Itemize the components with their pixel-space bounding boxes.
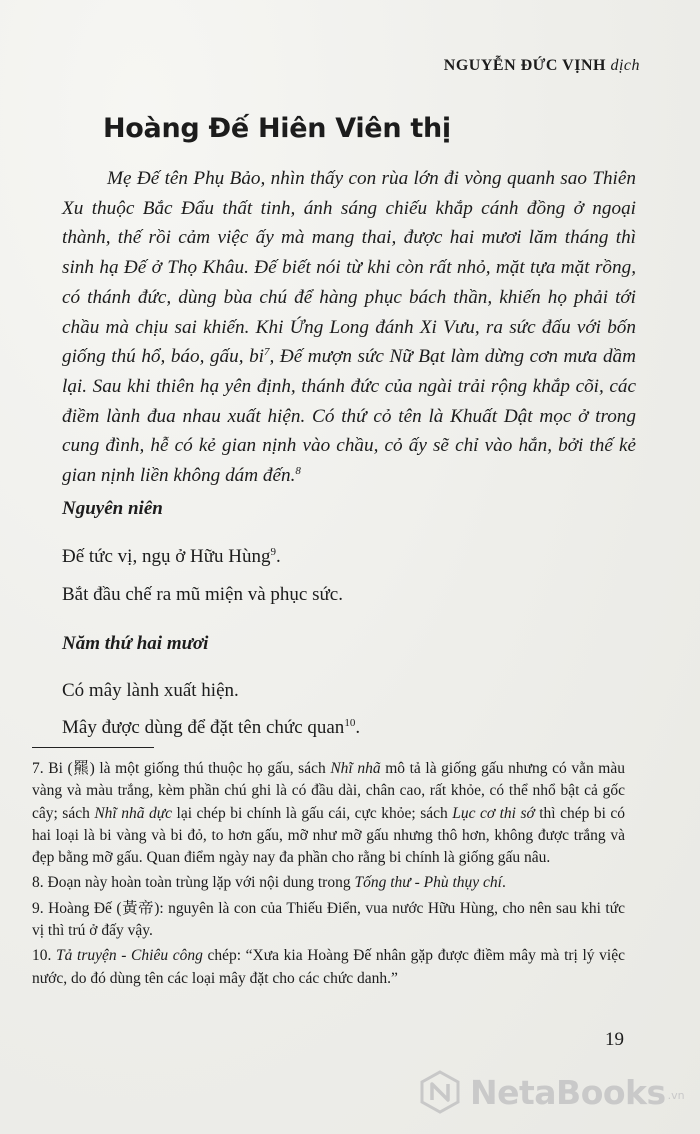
watermark [418, 1070, 685, 1114]
watermark-brand: NetaBooks [470, 1072, 666, 1112]
translator-name: NGUYỄN ĐỨC VỊNH [443, 57, 606, 74]
footnote-separator [32, 747, 154, 748]
year-1-entry-2 [62, 584, 343, 606]
footnote-8 [32, 872, 625, 894]
year-20-entry-2: Mây được dùng để đặt tên chức quan$^{10}$. [62, 717, 361, 738]
footnote-text: 7. Bi (羆) là một giống thú thuộc họ gấu, sách [32, 760, 331, 777]
footnote-10 [32, 945, 625, 990]
chapter-title: Hoàng Đế Hiên Viên thị [103, 113, 451, 144]
footnotes [32, 758, 625, 993]
entry-text: Mây được dùng để đặt tên chức quan [62, 717, 345, 738]
footnote-9 [32, 898, 625, 943]
year-1-entry-1: Đế tức vị, ngụ ở Hữu Hùng$^9$. [62, 546, 281, 567]
footnote-7 [32, 758, 625, 869]
footnote-ref-10[interactable]: 10 [344, 717, 356, 729]
footnote-ref-9[interactable]: 9 [270, 546, 276, 558]
footnote-text: . [501, 874, 506, 892]
footnote-text: thì chép bi có hai loại là bi vàng và bi đỏ, to hơn gấu, mỡ như mỡ gấu nhưng thô hơn, không được trắng và đẹp bằng mỡ gấu. Quan điểm ngày nay đa phần cho rằng bi chính là giống gấu nâu. [32, 804, 626, 867]
running-header [444, 57, 640, 75]
entry-text: Bắt đầu chế ra mũ miện và phục sức. [62, 584, 343, 605]
watermark-domain: .vn [667, 1089, 685, 1102]
intro-paragraph [62, 164, 636, 491]
section-heading-year-20: Năm thứ hai mươi [62, 633, 209, 654]
book-title: Lục cơ thi sớ [452, 804, 535, 822]
footnote-text: 10. [32, 947, 57, 965]
section-heading-year-1: Nguyên niên [62, 498, 163, 519]
footnote-text: 8. Đoạn này hoàn toàn trùng lặp với nội dung trong [32, 874, 355, 892]
book-title: Tống thư - Phù thụy chí [354, 874, 502, 892]
netabooks-logo-icon [418, 1070, 462, 1114]
footnote-text: mô tả là giống gấu nhưng có vằn màu vàng và màu trắng, kèm phần chú ghi là có đầu dài, chân cao, rất khỏe, có thể nhổ bật cả gốc cây; sách [32, 760, 625, 822]
translator-role: dịch [610, 57, 640, 74]
entry-text: Đế tức vị, ngụ ở Hữu Hùng [62, 546, 271, 567]
intro-text-part-1: Mẹ Đế tên Phụ Bảo, nhìn thấy con rùa lớn đi vòng quanh sao Thiên Xu thuộc Bắc Đẩu thất tinh, ánh sáng chiếu khắp cánh đồng ở ngoại thành, thế rồi cảm việc ấy mà mang thai, được hai mươi lăm tháng thì sinh hạ Đế ở Thọ Khâu. Đế biết nói từ khi còn rất nhỏ, mặt tựa mặt rồng, có thánh đức, dùng bùa chú để hàng phục bách thần, khiến họ phải tới chầu mà chịu sai khiến. Khi Ứng Long đánh Xi Vưu, ra sức đấu với bốn giống thú hổ, báo, gấu, bi [62, 168, 636, 368]
book-title: Tả truyện - Chiêu công [56, 947, 203, 965]
book-title: Nhĩ nhã dực [94, 804, 173, 822]
footnote-ref-7[interactable]: 7 [264, 346, 270, 359]
footnote-text: chép: “Xưa kia Hoàng Đế nhân gặp được điềm mây mà trị lý việc nước, do đó dùng tên các loại mây đặt cho các chức danh.” [32, 947, 625, 987]
page-number: 19 [605, 1029, 624, 1050]
year-20-entry-1 [62, 680, 239, 702]
footnote-text: lại chép bi chính là gấu cái, cực khỏe; sách [172, 804, 453, 822]
footnote-text: 9. Hoàng Đế (黃帝): nguyên là con của Thiếu Điển, vua nước Hữu Hùng, cho nên sau khi tức vị thì trú ở đấy vậy. [32, 899, 625, 940]
book-title: Nhĩ nhã [330, 760, 381, 777]
intro-text-part-2: , Đế mượn sức Nữ Bạt làm dừng cơn mưa dầm lại. Sau khi thiên hạ yên định, thánh đức của ngài trải rộng khắp cõi, các điềm lành đua nhau xuất hiện. Có thứ cỏ tên là Khuất Dật mọc ở trong cung đình, hễ có kẻ gian nịnh vào chầu, cỏ ấy sẽ chỉ vào hắn, bởi thế kẻ gian nịnh liền không dám đến. [62, 346, 636, 487]
entry-text: Có mây lành xuất hiện. [62, 680, 239, 701]
footnote-ref-8[interactable]: 8 [295, 465, 301, 478]
